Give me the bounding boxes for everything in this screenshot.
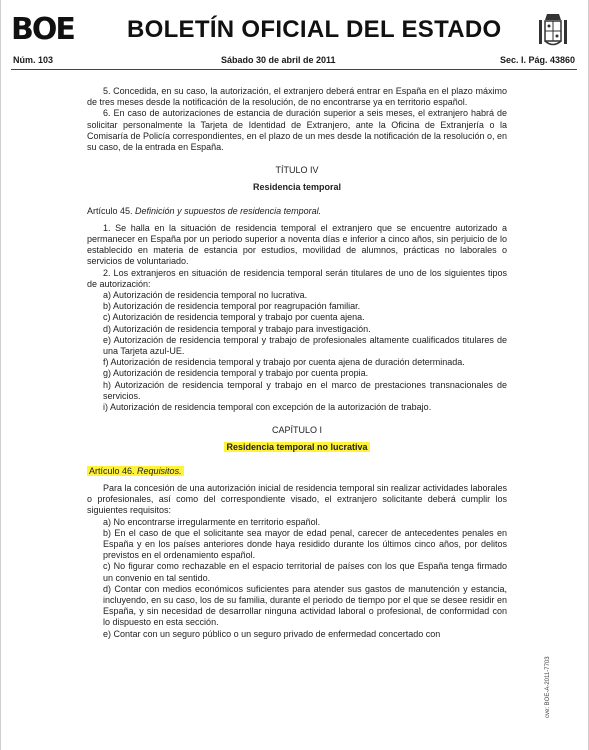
list-item: c) Autorización de residencia temporal y trabajo por cuenta ajena. (103, 312, 365, 323)
article-46-heading (87, 466, 507, 477)
article-label: Artículo 46. (89, 465, 135, 476)
issue-number: Núm. 103 (13, 55, 54, 65)
list-item: b) En el caso de que el solicitante sea mayor de edad penal, carecer de antecedentes penales en España y en los países anteriores donde haya residido durante los últimos cinco años, por delitos previstos en el ordenamiento español. (103, 527, 507, 561)
list-item: f) Autorización de residencia temporal y trabajo por cuenta ajena de duración determinada. (103, 357, 465, 368)
titulo-heading: TÍTULO IV (275, 165, 319, 176)
list-item: a) Autorización de residencia temporal no lucrativa. (103, 290, 308, 301)
list-item: e) Autorización de residencia temporal y trabajo de profesionales altamente cualificados titulares de una Tarjeta azul-UE. (103, 334, 507, 357)
paragraph: Para la concesión de una autorización inicial de residencia temporal sin realizar actividades laborales o profesionales, así como del correspondiente visado, el extranjero solicitante deberá cumplir los siguientes requisitos: (87, 482, 507, 516)
cve-code: cve: BOE-A-2011-7703 (545, 656, 551, 718)
list-item: e) Contar con un seguro público o un seguro privado de enfermedad concertado con (103, 628, 441, 639)
boe-logo: BOE (11, 12, 74, 47)
article-title: Requisitos. (137, 465, 182, 476)
header-rule (11, 69, 577, 70)
requirements-list (87, 517, 507, 640)
titulo-subheading: Residencia temporal (252, 182, 342, 193)
document-body (87, 86, 507, 640)
paragraph: 2. Los extranjeros en situación de residencia temporal serán titulares de uno de los siguientes tipos de autorización: (87, 267, 507, 289)
paragraph: 6. En caso de autorizaciones de estancia de duración superior a seis meses, el extranjero habrá de solicitar personalmente la Tarjeta de Identidad de Extranjero, ante la Oficina de Extranjería o la Comisaría de Policía correspondientes, en el plazo de un mes desde la notificación de la resolución o, en su caso, de la entrada en España. (87, 108, 507, 153)
header (9, 10, 579, 50)
header-meta (11, 55, 579, 69)
list-item: h) Autorización de residencia temporal y trabajo en el marco de prestaciones transnacionales de servicios. (103, 379, 507, 401)
article-46-highlight (87, 466, 184, 476)
article-label: Artículo 45. (87, 205, 133, 216)
paragraph: 1. Se halla en la situación de residencia temporal el extranjero que se encuentre autorizado a permanecer en España por un periodo superior a noventa días e inferior a cinco años, sin perjuicio de lo establecido en materia de estancia por estudios, movilidad de alumnos, prácticas no laborales o servicios de voluntariado. (87, 222, 507, 267)
authorization-list (87, 290, 507, 413)
article-title: Definición y supuestos de residencia temporal. (135, 205, 322, 216)
list-item: i) Autorización de residencia temporal con excepción de la autorización de trabajo. (103, 402, 432, 413)
article-45-heading (87, 206, 507, 217)
list-item: d) Contar con medios económicos suficientes para atender sus gastos de manutención y estancia, incluyendo, en su caso, los de su familia, durante el periodo de tiempo por el que se desee residir en España, y sin necesidad de desarrollar ninguna actividad laboral o profesional, de conformidad con lo dispuesto en esta sección. (103, 583, 507, 628)
list-item: d) Autorización de residencia temporal y trabajo para investigación. (103, 323, 371, 334)
capitulo-heading: CAPÍTULO I (271, 425, 322, 436)
list-item: a) No encontrarse irregularmente en territorio español. (103, 516, 321, 527)
coat-of-arms-icon (535, 10, 571, 50)
capitulo-subheading-wrap (87, 442, 507, 453)
capitulo-subheading: Residencia temporal no lucrativa (226, 442, 368, 453)
list-item: g) Autorización de residencia temporal y trabajo por cuenta propia. (103, 368, 369, 379)
list-item: b) Autorización de residencia temporal por reagrupación familiar. (103, 301, 361, 312)
side-code (543, 630, 555, 720)
page-title: BOLETÍN OFICIAL DEL ESTADO (127, 16, 502, 43)
list-item: c) No figurar como rechazable en el espacio territorial de países con los que España tenga firmado un convenio en tal sentido. (103, 561, 507, 583)
section-page: Sec. I. Pág. 43860 (499, 55, 575, 65)
issue-date: Sábado 30 de abril de 2011 (221, 55, 336, 65)
paragraph: 5. Concedida, en su caso, la autorización, el extranjero deberá entrar en España en el plazo máximo de tres meses desde la notificación de la resolución, de no encontrarse ya en territorio español. (87, 86, 507, 108)
